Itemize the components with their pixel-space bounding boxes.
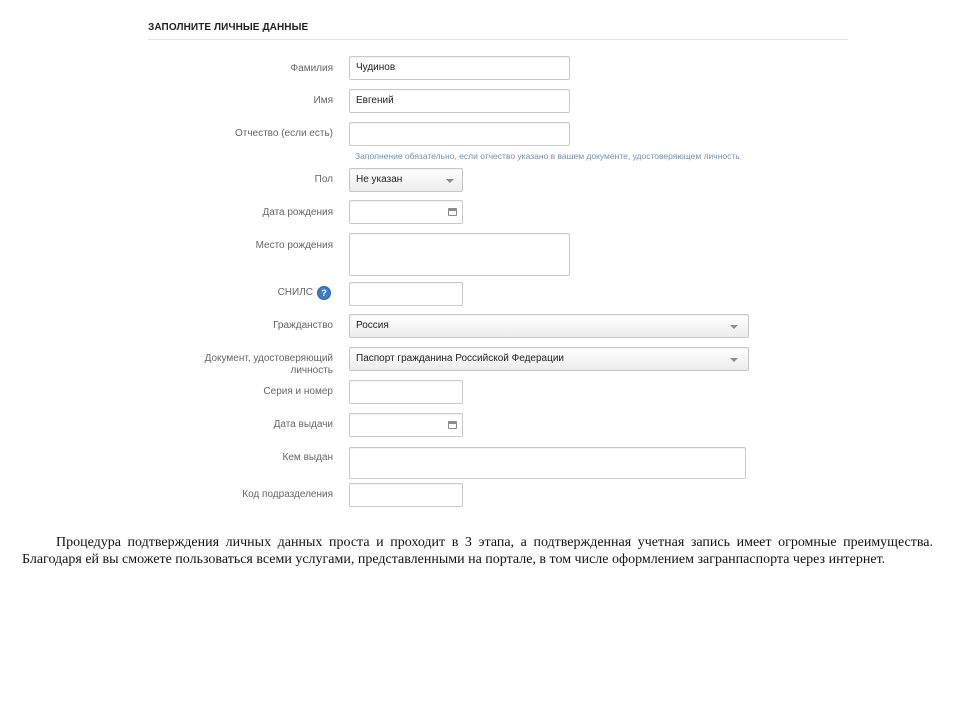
calendar-icon[interactable] (448, 421, 457, 429)
issue-date-label: Дата выдачи (273, 419, 333, 430)
calendar-icon[interactable] (448, 208, 457, 216)
birth-place-label: Место рождения (255, 240, 333, 251)
form-title: ЗАПОЛНИТЕ ЛИЧНЫЕ ДАННЫЕ (148, 22, 309, 33)
series-number-label: Серия и номер (263, 386, 333, 397)
issue-date-input[interactable] (349, 413, 463, 437)
series-number-input[interactable] (349, 380, 463, 404)
surname-input[interactable]: Чудинов (349, 56, 570, 80)
issued-by-label: Кем выдан (282, 452, 333, 463)
birth-date-label: Дата рождения (262, 207, 333, 218)
question-icon[interactable]: ? (317, 286, 331, 300)
document-select-value: Паспорт гражданина Российской Федерации (356, 353, 564, 364)
document-select[interactable] (349, 347, 749, 371)
chevron-down-icon (446, 179, 454, 183)
department-code-label: Код подразделения (242, 489, 333, 500)
birth-date-input[interactable] (349, 200, 463, 224)
name-input[interactable]: Евгений (349, 89, 570, 113)
chevron-down-icon (730, 358, 738, 362)
citizenship-select-value: Россия (356, 320, 389, 331)
description-paragraph: Процедура подтверждения личных данных проста и проходит в 3 этапа, а подтвержденная учетная запись имеет огромные преимущества. Благодаря ей вы сможете пользоваться всеми услугами, представленными на портале, в том числе оформлением загранпаспорта через интернет. (22, 535, 933, 567)
document-label-line1: Документ, удостоверяющий (204, 353, 333, 364)
chevron-down-icon (730, 325, 738, 329)
department-code-input[interactable] (349, 483, 463, 507)
patronymic-input[interactable] (349, 122, 570, 146)
patronymic-hint: Заполнение обязательно, если отчество указано в вашем документе, удостоверяющем личность (355, 151, 740, 161)
snils-label: СНИЛС (277, 287, 313, 298)
snils-input[interactable] (349, 282, 463, 306)
title-divider (148, 39, 848, 40)
gender-select[interactable] (349, 168, 463, 192)
issued-by-input[interactable] (349, 447, 746, 479)
citizenship-select[interactable] (349, 314, 749, 338)
gender-select-value: Не указан (356, 174, 403, 185)
birth-place-textarea[interactable] (349, 233, 570, 276)
document-label-line2: личность (290, 365, 333, 376)
gender-label: Пол (314, 174, 333, 185)
name-label: Имя (313, 95, 333, 106)
citizenship-label: Гражданство (273, 320, 333, 331)
document-label (133, 353, 333, 377)
patronymic-label: Отчество (если есть) (234, 128, 333, 139)
surname-label: Фамилия (290, 63, 333, 74)
